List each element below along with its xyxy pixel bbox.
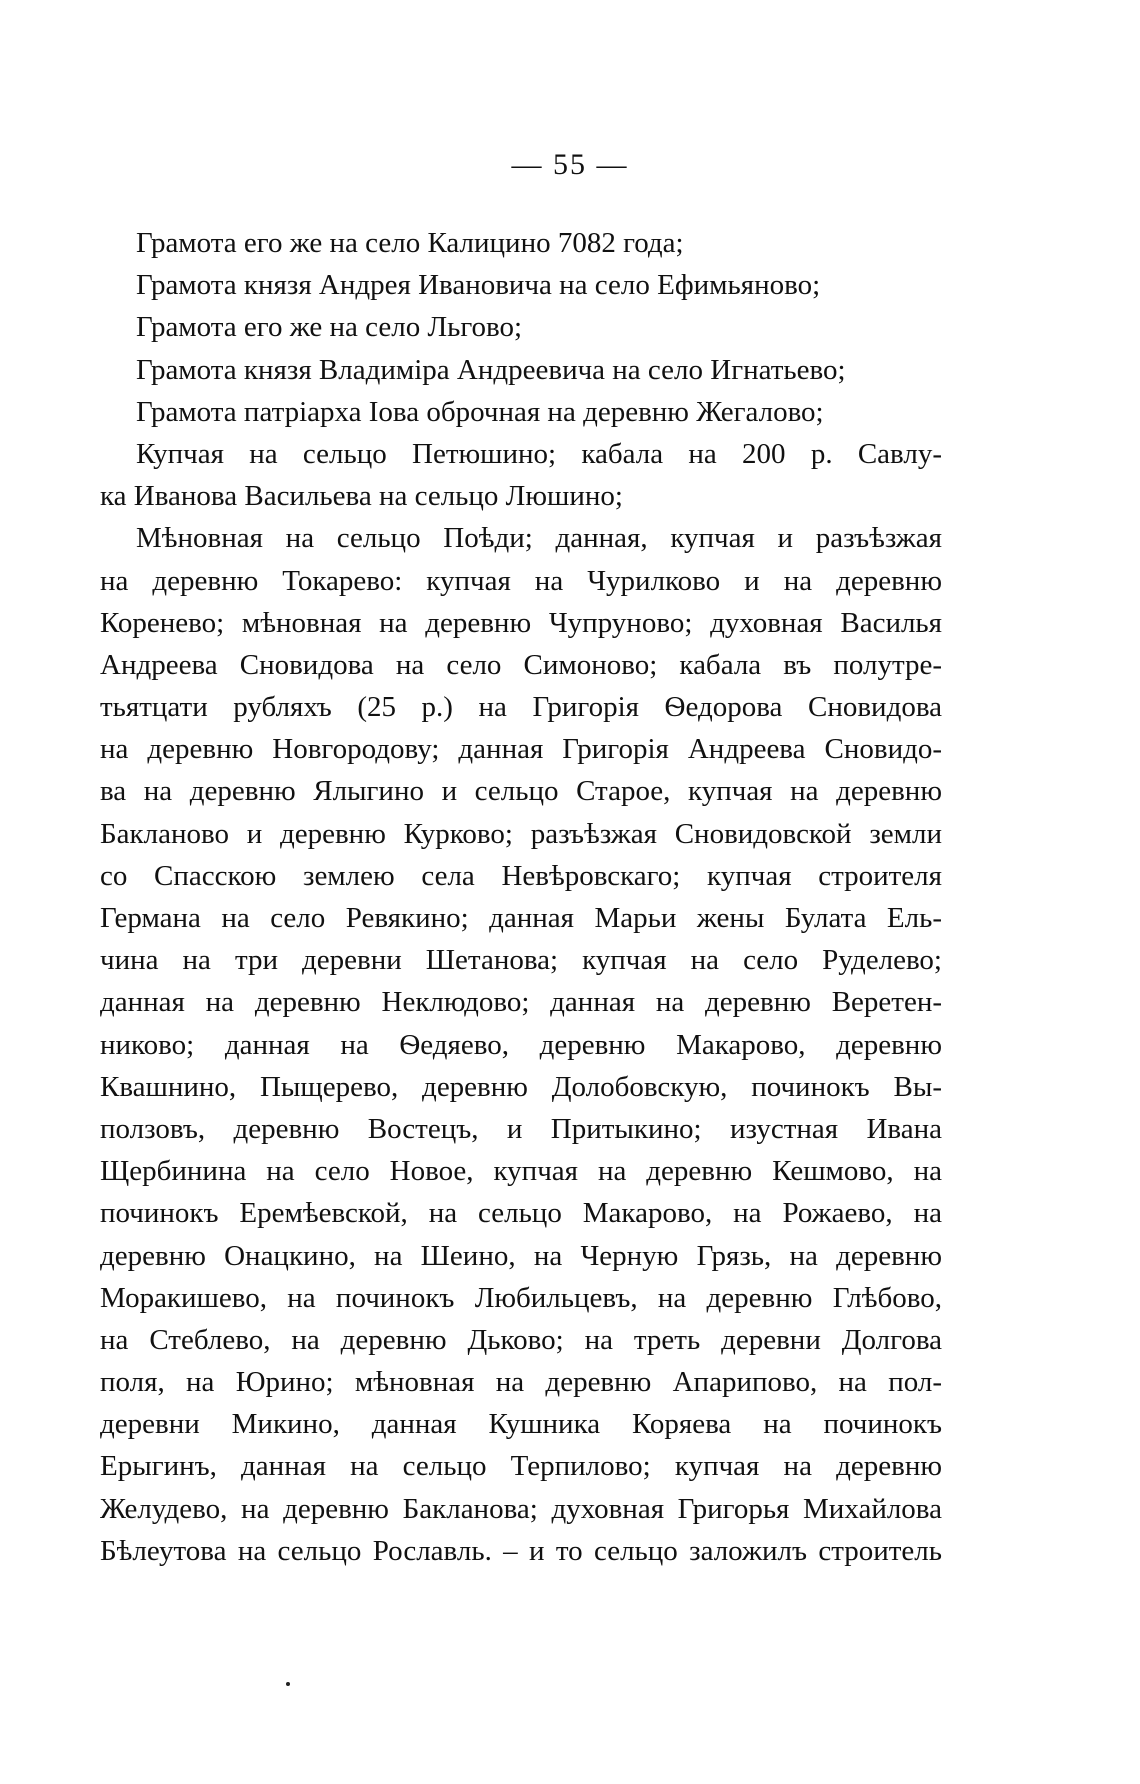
text-line: Грамота князя Андрея Ивановича на село Ефимьяново; (136, 269, 821, 302)
text-line: поля, на Юрино; мѣновная на деревню Апарипово, на пол- (100, 1366, 942, 1399)
text-line: Моракишево, на починокъ Любильцевъ, на деревню Глѣбово, (100, 1281, 942, 1314)
text-line: Мѣновная на сельцо Поѣди; данная, купчая и разъѣзжая (136, 522, 942, 555)
text-line: на деревню Новгородову; данная Григорія Андреева Сновидо- (100, 733, 942, 766)
text-line: деревню Онацкино, на Шеино, на Черную Грязь, на деревню (100, 1239, 942, 1272)
text-line: ка Иванова Васильева на сельцо Люшино; (100, 480, 623, 513)
text-line: Желудево, на деревню Бакланова; духовная Григорья Михайлова (100, 1492, 942, 1525)
text-line: Щербинина на село Новое, купчая на деревню Кешмово, на (100, 1155, 942, 1188)
text-line: тьятцати рубляхъ (25 р.) на Григорія Ѳедорова Сновидова (100, 691, 942, 724)
text-line: Ерыгинъ, данная на сельцо Терпилово; купчая на деревню (100, 1450, 942, 1483)
text-line: ползовъ, деревню Востецъ, и Притыкино; изустная Ивана (100, 1112, 942, 1145)
ink-dot (286, 1682, 290, 1686)
text-body (100, 222, 942, 1572)
text-line: Квашнино, Пыщерево, деревню Долобовскую, починокъ Вы- (100, 1070, 942, 1103)
text-line: Бакланово и деревню Курково; разъѣзжая Сновидовской земли (100, 817, 942, 850)
page-number: — 55 — (511, 148, 629, 181)
text-line: деревни Микино, данная Кушника Коряева на починокъ (100, 1408, 942, 1441)
text-line: на деревню Токарево: купчая на Чурилково и на деревню (100, 564, 942, 597)
text-line: никово; данная на Ѳедяево, деревню Макарово, деревню (100, 1028, 942, 1061)
text-line: со Спасскою землею села Невѣровскаго; купчая строителя (100, 859, 942, 892)
text-line: Андреева Сновидова на село Симоново; кабала въ полутре- (100, 648, 942, 681)
text-line: Германа на село Ревякино; данная Марьи жены Булата Ель- (100, 902, 942, 934)
text-line: Грамота патріарха Іова оброчная на деревню Жегалово; (136, 395, 824, 428)
text-line: починокъ Еремѣевской, на сельцо Макарово, на Рожаево, на (100, 1197, 942, 1230)
text-line: Бѣлеутова на сельцо Рославль. – и то сельцо заложилъ строитель (100, 1534, 942, 1567)
text-line: ва на деревню Ялыгино и сельцо Старое, купчая на деревню (100, 775, 942, 808)
text-line: данная на деревню Неклюдово; данная на деревню Веретен- (100, 986, 942, 1019)
text-line: чина на три деревни Шетанова; купчая на село Руделево; (100, 944, 942, 977)
text-line: на Стеблево, на деревню Дьково; на треть деревни Долгова (100, 1323, 942, 1356)
text-line: Купчая на сельцо Петюшино; кабала на 200 р. Савлу- (136, 437, 942, 470)
text-line: Грамота его же на село Льгово; (136, 311, 523, 344)
text-line: Грамота князя Владиміра Андреевича на село Игнатьево; (136, 353, 846, 386)
text-line: Грамота его же на село Калицино 7082 года; (136, 227, 684, 259)
text-line: Коренево; мѣновная на деревню Чупруново; духовная Василья (100, 606, 942, 639)
